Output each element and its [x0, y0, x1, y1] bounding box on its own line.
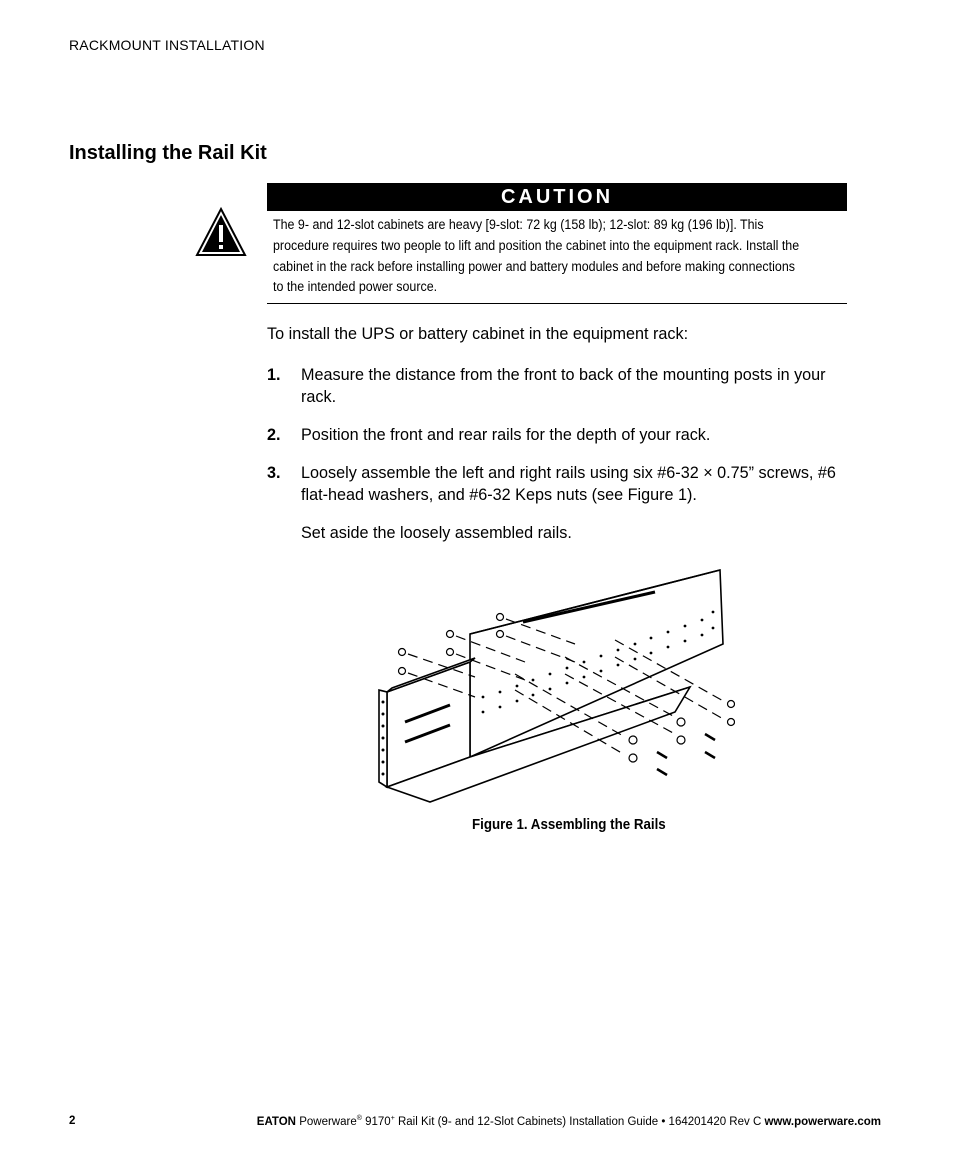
- running-header: RACKMOUNT INSTALLATION: [69, 37, 265, 53]
- caution-banner: CAUTION: [267, 183, 847, 211]
- model-number: 9170: [361, 1115, 391, 1128]
- step-number: 1.: [267, 366, 281, 384]
- step-number: 2.: [267, 426, 281, 444]
- document-title: Rail Kit (9- and 12-Slot Cabinets) Installation Guide • 164201420 Rev C: [394, 1115, 765, 1128]
- rail-assembly-illustration: [375, 562, 735, 807]
- caution-text: The 9- and 12-slot cabinets are heavy [9-slot: 72 kg (158 lb); 12-slot: 89 kg (196 lb)]. This procedure requires two people to lift and position the cabinet into the equipment rack. Install the cabinet in the rack before installing power and battery modules and before making connections to the intended power source.: [273, 217, 800, 295]
- step-text: Measure the distance from the front to back of the mounting posts in your rack.: [301, 366, 826, 406]
- step-text: Loosely assemble the left and right rails using six #6-32 × 0.75” screws, #6 flat-head washers, and #6-32 Keps nuts (see Figure 1).: [301, 464, 836, 504]
- page-number: 2: [69, 1115, 76, 1127]
- document-info: [257, 1115, 881, 1128]
- step-text: Position the front and rear rails for the depth of your rack.: [301, 426, 711, 444]
- brand-name: EATON: [256, 1115, 296, 1128]
- model-plus: +: [390, 1115, 395, 1122]
- caution-divider: [267, 303, 847, 304]
- section-title: Installing the Rail Kit: [69, 142, 267, 164]
- registered-mark: ®: [356, 1115, 362, 1122]
- website-url: www.powerware.com: [764, 1115, 881, 1128]
- figure-caption: Figure 1. Assembling the Rails: [472, 817, 666, 833]
- product-name: Powerware: [299, 1115, 357, 1128]
- warning-triangle-icon: [195, 206, 247, 258]
- step-number: 3.: [267, 464, 281, 482]
- intro-text: To install the UPS or battery cabinet in the equipment rack:: [267, 325, 689, 343]
- note-text: Set aside the loosely assembled rails.: [301, 524, 572, 542]
